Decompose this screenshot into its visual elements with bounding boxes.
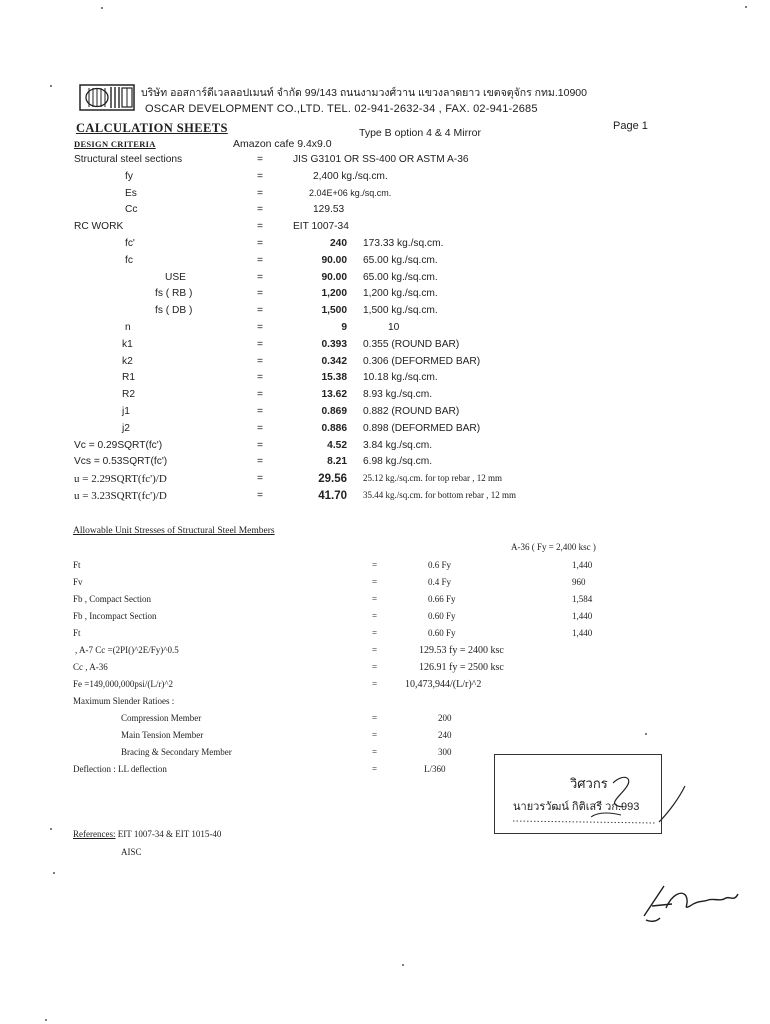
steel-label: , A-7 Cc =(2PI()^2E/Fy)^0.5 — [75, 645, 179, 655]
criteria-label: j1 — [122, 406, 130, 417]
scan-speck — [50, 828, 52, 830]
steel-label: Cc , A-36 — [73, 662, 108, 672]
criteria-equals: = — [257, 188, 263, 199]
steel-label: Main Tension Member — [121, 730, 204, 740]
criteria-label: USE — [165, 272, 186, 283]
criteria-note: 35.44 kg./sq.cm. for bottom rebar , 12 mm — [363, 490, 516, 500]
criteria-label: Structural steel sections — [74, 154, 183, 165]
criteria-label: fc' — [125, 238, 135, 249]
design-criteria-heading: DESIGN CRITERIA — [74, 139, 156, 149]
criteria-note: 173.33 kg./sq.cm. — [363, 238, 444, 249]
steel-stresses-heading: Allowable Unit Stresses of Structural Steel Members — [73, 526, 275, 536]
steel-column-header: A-36 ( Fy = 2,400 ksc ) — [511, 542, 596, 552]
criteria-equals: = — [257, 339, 263, 350]
steel-equals: = — [372, 594, 378, 604]
criteria-value: 1,500 — [321, 305, 347, 316]
scan-speck — [50, 85, 52, 87]
criteria-note: 0.898 (DEFORMED BAR) — [363, 423, 481, 434]
steel-label: Ft — [73, 628, 81, 638]
steel-value: 126.91 fy = 2500 ksc — [419, 662, 504, 673]
criteria-label: fs ( DB ) — [155, 305, 193, 316]
project-name: Amazon cafe 9.4x9.0 — [233, 138, 332, 150]
criteria-label: fs ( RB ) — [155, 288, 193, 299]
company-logo — [79, 84, 135, 111]
criteria-label: k2 — [122, 356, 133, 367]
steel-label: Ft — [73, 560, 81, 570]
steel-value: 129.53 fy = 2400 ksc — [419, 645, 504, 656]
references-line2: AISC — [121, 847, 142, 857]
criteria-equals: = — [257, 372, 263, 383]
criteria-equals: = — [257, 255, 263, 266]
scan-speck — [101, 7, 103, 9]
steel-result: 1,440 — [572, 611, 593, 621]
stamp-signature-tail — [655, 782, 695, 832]
steel-value: 0.60 Fy — [428, 611, 456, 621]
criteria-note: 8.93 kg./sq.cm. — [363, 389, 433, 400]
criteria-note: 2.04E+06 kg./sq.cm. — [309, 188, 392, 198]
criteria-label: Cc — [125, 204, 138, 215]
criteria-value: 0.342 — [321, 356, 347, 367]
project-type: Type B option 4 & 4 Mirror — [359, 127, 481, 139]
criteria-note: 129.53 — [313, 204, 345, 215]
steel-label: Fe =149,000,000psi/(L/r)^2 — [73, 679, 174, 689]
criteria-note: 10 — [388, 322, 400, 333]
steel-value: 10,473,944/(L/r)^2 — [405, 679, 482, 690]
scan-speck — [53, 872, 55, 874]
criteria-equals: = — [257, 423, 263, 434]
steel-equals: = — [372, 747, 378, 757]
steel-label: Compression Member — [121, 713, 202, 723]
criteria-equals: = — [257, 356, 263, 367]
criteria-equals: = — [257, 406, 263, 417]
steel-value: 0.60 Fy — [428, 628, 456, 638]
steel-equals: = — [372, 628, 378, 638]
criteria-label: Es — [125, 188, 137, 199]
stamp-engineer-name: นายวรวัฒน์ กิติเสรี วก.993 — [513, 801, 640, 813]
criteria-value: 0.886 — [321, 423, 347, 434]
stamp-signature-mark — [495, 755, 661, 833]
page-number: Page 1 — [613, 120, 648, 132]
steel-equals: = — [372, 662, 378, 672]
steel-label: Fb , Compact Section — [73, 594, 151, 604]
signature-icon — [638, 882, 743, 924]
steel-label: Bracing & Secondary Member — [121, 747, 232, 757]
criteria-equals: = — [257, 305, 263, 316]
criteria-note: 2,400 kg./sq.cm. — [313, 171, 388, 182]
steel-result: 1,440 — [572, 628, 593, 638]
criteria-equals: = — [257, 389, 263, 400]
steel-equals: = — [372, 730, 378, 740]
criteria-note: 6.98 kg./sq.cm. — [363, 456, 433, 467]
scan-speck — [745, 6, 747, 8]
steel-value: 0.4 Fy — [428, 577, 452, 587]
criteria-label: Vc = 0.29SQRT(fc') — [74, 440, 163, 451]
sheet-title: CALCULATION SHEETS — [76, 121, 228, 135]
criteria-value: 8.21 — [327, 456, 347, 467]
steel-result: 960 — [572, 577, 586, 587]
company-thai-address: บริษัท ออสการ์ดีเวลลอปเมนท์ จำกัด 99/143 ถนนงามวงศ์วาน แขวงลาดยาว เขตจตุจักร กทม.10900 — [141, 87, 587, 99]
criteria-value: 1,200 — [321, 288, 347, 299]
stamp-title: วิศวกร — [570, 776, 608, 791]
criteria-note: 10.18 kg./sq.cm. — [363, 372, 438, 383]
steel-value: 0.66 Fy — [428, 594, 456, 604]
steel-equals: = — [372, 577, 378, 587]
steel-value: 240 — [438, 730, 452, 740]
criteria-value: 41.70 — [318, 490, 347, 502]
steel-result: 1,584 — [572, 594, 593, 604]
criteria-value: 0.869 — [321, 406, 347, 417]
steel-equals: = — [372, 713, 378, 723]
criteria-value: 90.00 — [321, 272, 347, 283]
steel-label: Fb , Incompact Section — [73, 611, 157, 621]
criteria-equals: = — [257, 221, 263, 232]
scan-speck — [402, 964, 404, 966]
steel-label: Maximum Slender Ratioes : — [73, 696, 175, 706]
criteria-equals: = — [257, 288, 263, 299]
steel-value: 200 — [438, 713, 452, 723]
criteria-note: 0.882 (ROUND BAR) — [363, 406, 460, 417]
criteria-note: 3.84 kg./sq.cm. — [363, 440, 433, 451]
criteria-label: R1 — [122, 372, 136, 383]
steel-value: 300 — [438, 747, 452, 757]
criteria-value: 4.52 — [327, 440, 347, 451]
criteria-label: RC WORK — [74, 221, 124, 232]
references — [73, 829, 221, 839]
criteria-label: u = 2.29SQRT(fc')/D — [74, 473, 167, 485]
steel-value: L/360 — [424, 764, 446, 774]
criteria-note: JIS G3101 OR SS-400 OR ASTM A-36 — [293, 154, 469, 165]
criteria-value: 9 — [341, 322, 347, 333]
criteria-label: j2 — [122, 423, 130, 434]
criteria-equals: = — [257, 456, 263, 467]
steel-equals: = — [372, 611, 378, 621]
criteria-equals: = — [257, 322, 263, 333]
steel-equals: = — [372, 560, 378, 570]
references-label: References: — [73, 829, 116, 839]
criteria-equals: = — [257, 473, 263, 484]
criteria-note: 0.306 (DEFORMED BAR) — [363, 356, 481, 367]
criteria-note: EIT 1007-34 — [293, 221, 349, 232]
steel-equals: = — [372, 764, 378, 774]
criteria-label: k1 — [122, 339, 133, 350]
criteria-equals: = — [257, 490, 263, 501]
criteria-note: 65.00 kg./sq.cm. — [363, 255, 438, 266]
criteria-note: 0.355 (ROUND BAR) — [363, 339, 460, 350]
steel-label: Fv — [73, 577, 83, 587]
criteria-value: 13.62 — [321, 389, 347, 400]
criteria-note: 1,500 kg./sq.cm. — [363, 305, 438, 316]
criteria-value: 90.00 — [321, 255, 347, 266]
steel-value: 0.6 Fy — [428, 560, 452, 570]
steel-result: 1,440 — [572, 560, 593, 570]
criteria-label: R2 — [122, 389, 136, 400]
engineer-stamp — [494, 754, 662, 834]
criteria-value: 29.56 — [318, 473, 347, 485]
criteria-label: u = 3.23SQRT(fc')/D — [74, 490, 167, 502]
criteria-equals: = — [257, 154, 263, 165]
criteria-note: 65.00 kg./sq.cm. — [363, 272, 438, 283]
criteria-equals: = — [257, 440, 263, 451]
company-contact-line: OSCAR DEVELOPMENT CO.,LTD. TEL. 02-941-2632-34 , FAX. 02-941-2685 — [145, 103, 538, 115]
criteria-value: 240 — [330, 238, 347, 249]
criteria-label: fy — [125, 171, 133, 182]
criteria-equals: = — [257, 204, 263, 215]
criteria-label: n — [125, 322, 131, 333]
criteria-equals: = — [257, 238, 263, 249]
references-line1: EIT 1007-34 & EIT 1015-40 — [115, 829, 222, 839]
criteria-label: Vcs = 0.53SQRT(fc') — [74, 456, 168, 467]
criteria-note: 1,200 kg./sq.cm. — [363, 288, 438, 299]
criteria-equals: = — [257, 171, 263, 182]
steel-label: Deflection : LL deflection — [73, 764, 167, 774]
criteria-note: 25.12 kg./sq.cm. for top rebar , 12 mm — [363, 473, 502, 483]
criteria-value: 0.393 — [321, 339, 347, 350]
criteria-equals: = — [257, 272, 263, 283]
criteria-value: 15.38 — [321, 372, 347, 383]
scan-speck — [645, 733, 647, 735]
criteria-label: fc — [125, 255, 133, 266]
scan-speck — [45, 1019, 47, 1021]
steel-equals: = — [372, 645, 378, 655]
steel-equals: = — [372, 679, 378, 689]
